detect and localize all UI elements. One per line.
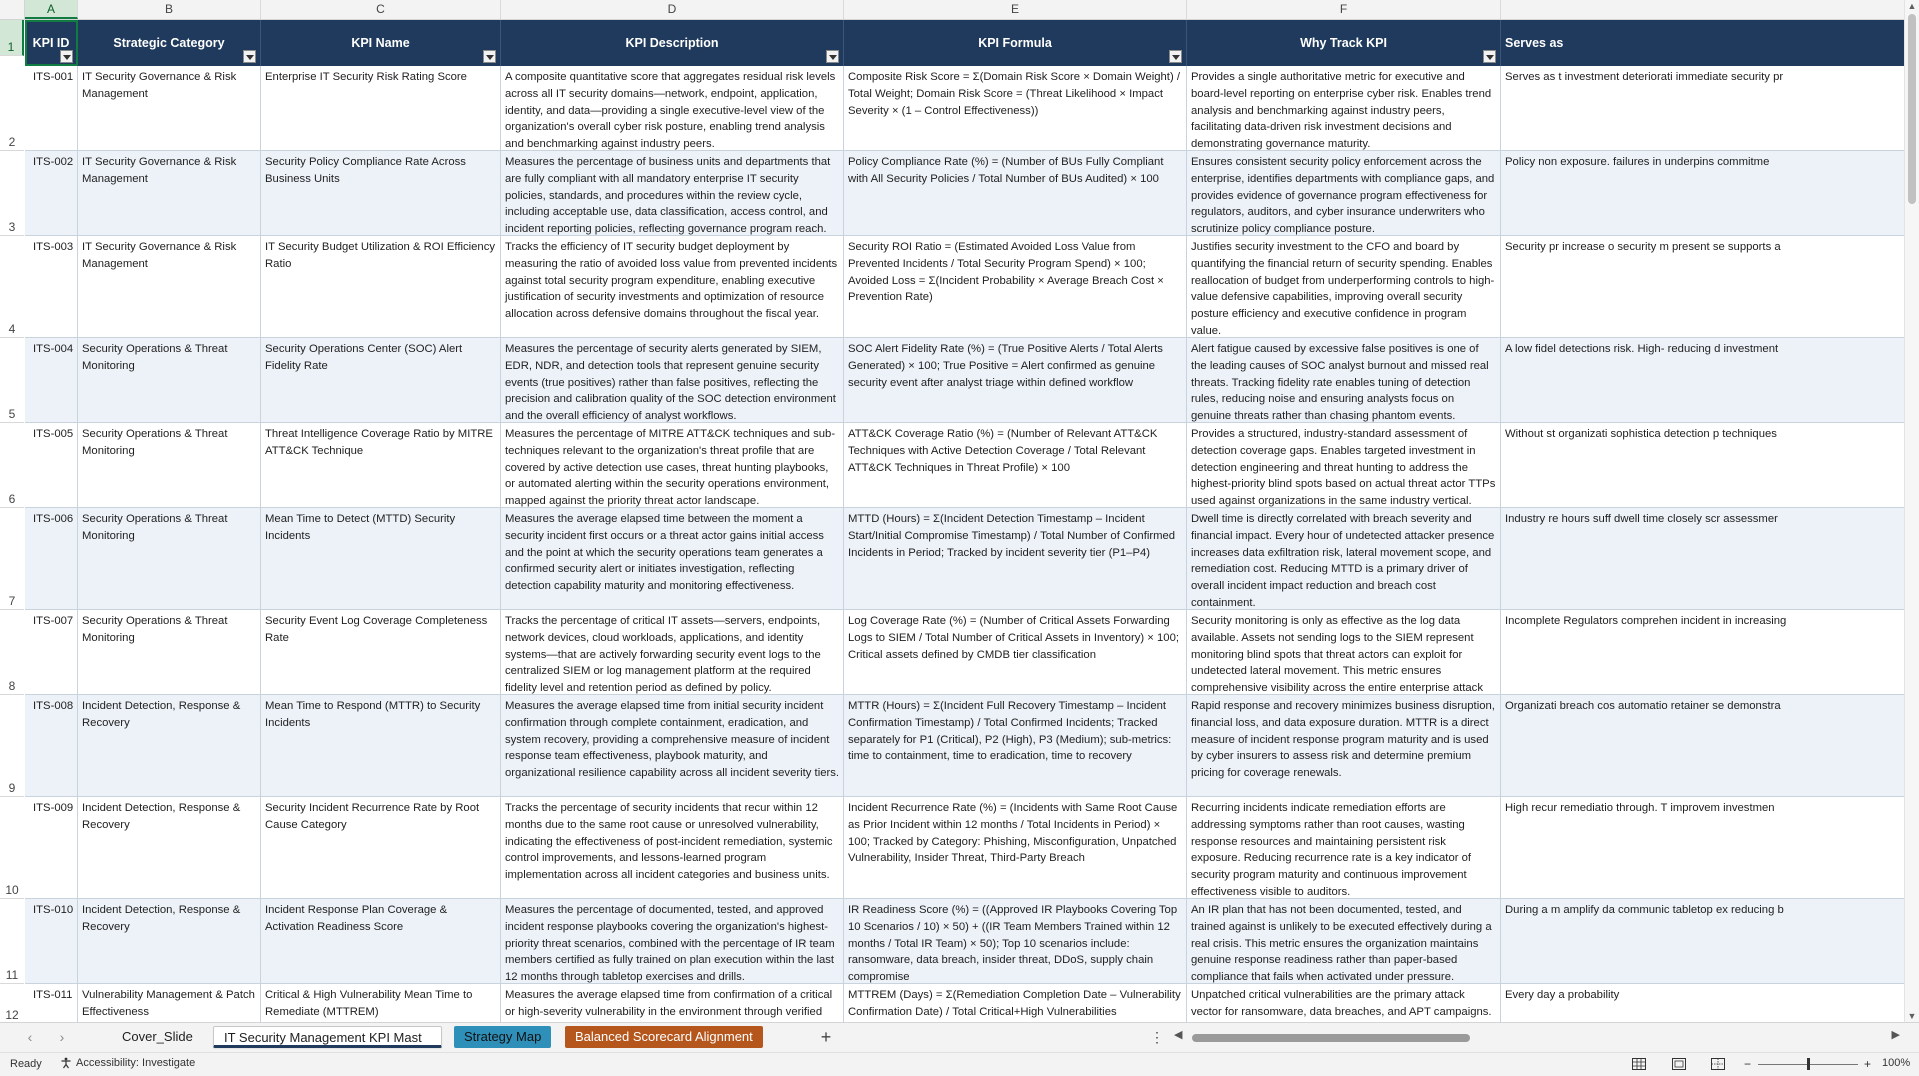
cell-formula[interactable]: ATT&CK Coverage Ratio (%) = (Number of Relevant ATT&CK Techniques with Active Detection Coverage / Total Relevant ATT&CK Techniques in Threat Profile) × 100 <box>844 423 1187 507</box>
cell-formula[interactable]: Security ROI Ratio = (Estimated Avoided Loss Value from Prevented Incidents / Total Security Program Spend) × 100; Avoided Loss = Σ(Incident Probability × Average Breach Cost × Prevention Rate) <box>844 236 1187 337</box>
cell-extra[interactable]: Security pr increase o security m present se supports a <box>1505 241 1781 253</box>
cell-formula[interactable]: IR Readiness Score (%) = ((Approved IR Playbooks Covering Top 10 Scenarios / 10) × 50) + ((IR Team Members Trained within 12 months / Total IR Team) × 50); Top 10 scenarios include: ransomware, data breach, insider threat, DDoS, supply chain compromise <box>844 899 1187 983</box>
cell-name[interactable]: Security Operations Center (SOC) Alert Fidelity Rate <box>261 338 501 422</box>
column-header-d[interactable]: D <box>501 0 844 19</box>
row-number: 11 <box>5 968 19 982</box>
header-label: KPI Description <box>625 36 719 50</box>
row-header-12[interactable] <box>0 984 24 1022</box>
cell-category[interactable]: Vulnerability Management & Patch Effectiveness <box>78 984 261 1022</box>
filter-dropdown-icon[interactable] <box>1169 50 1182 63</box>
row-number: 7 <box>8 594 16 608</box>
row-header-8[interactable] <box>0 610 24 695</box>
cell-why[interactable]: Security monitoring is only as effective as the log data available. Assets not sending logs to the SIEM represent monitoring blind spots that threat actors can exploit for undetected lateral movement. This metric ensures comprehensive visibility across the entire enterprise attack <box>1187 610 1501 694</box>
column-header-a[interactable]: A <box>25 0 78 19</box>
zoom-slider-thumb[interactable] <box>1807 1058 1810 1070</box>
table-row <box>25 151 1919 236</box>
cell-description[interactable]: Measures the percentage of documented, tested, and approved incident response playbooks covering the organization's highest-priority threat scenarios, combined with the percentage of IR team members certified as fully trained on plan execution within the last 12 months through tabletop exercises and drills. <box>501 899 844 983</box>
table-row <box>25 695 1919 797</box>
header-label: KPI Formula <box>978 36 1052 50</box>
filter-dropdown-icon[interactable] <box>483 50 496 63</box>
column-header-e[interactable]: E <box>844 0 1187 19</box>
cell-name[interactable]: Security Policy Compliance Rate Across Business Units <box>261 151 501 235</box>
cell-formula[interactable]: MTTR (Hours) = Σ(Incident Full Recovery Timestamp – Incident Confirmation Timestamp) / Total Confirmed Incidents; Tracked separately for P1 (Critical), P2 (High), P3 (Medium); sub-metrics: time to containment, time to eradication, time to recovery <box>844 695 1187 796</box>
cell-formula[interactable]: Log Coverage Rate (%) = (Number of Critical Assets Forwarding Logs to SIEM / Total Number of Critical Assets in Inventory) × 100; Critical assets defined by CMDB tier classification <box>844 610 1187 694</box>
row-header-1[interactable]: 1 <box>0 20 24 56</box>
status-ready: Ready <box>10 1058 42 1070</box>
table-header-row <box>25 20 1919 66</box>
cell-extra[interactable]: Serves as t investment deteriorati immediate security pr <box>1505 71 1784 83</box>
tab-more-options-icon[interactable]: ⋮ <box>1150 1029 1164 1045</box>
cell-formula[interactable]: SOC Alert Fidelity Rate (%) = (True Positive Alerts / Total Alerts Generated) × 100; True Positive = Alert confirmed as genuine security event after analyst triage within defined workflow <box>844 338 1187 422</box>
sheet-tab-kpi-master[interactable]: IT Security Management KPI Mast <box>213 1026 442 1048</box>
cell-name[interactable]: Critical & High Vulnerability Mean Time to Remediate (MTTREM) <box>261 984 501 1022</box>
cell-id[interactable]: ITS-011 <box>25 984 78 1022</box>
cell-name[interactable]: Incident Response Plan Coverage & Activation Readiness Score <box>261 899 501 983</box>
cell-category[interactable]: Incident Detection, Response & Recovery <box>78 899 261 983</box>
vertical-scrollbar[interactable] <box>1904 0 1919 1022</box>
cell-formula[interactable]: Incident Recurrence Rate (%) = (Incidents with Same Root Cause as Prior Incident within 12 months / Total Incidents in Period) × 100; Tracked by Category: Phishing, Misconfiguration, Unpatched Vulnerability, Insider Threat, Third-Party Breach <box>844 797 1187 898</box>
cell-id[interactable]: ITS-001 <box>25 66 78 150</box>
cell-id[interactable]: ITS-005 <box>25 423 78 507</box>
cell-extra[interactable]: During a m amplify da communic tabletop ex reducing b <box>1505 904 1784 916</box>
header-label: Why Track KPI <box>1300 36 1387 50</box>
cell-description[interactable]: Measures the average elapsed time from initial security incident confirmation through complete containment, eradication, and system recovery, providing a comprehensive measure of incident response team effectiveness, playbook maturity, and organizational resilience capability across all incident severity tiers. <box>501 695 844 796</box>
zoom-level[interactable]: 100% <box>1882 1057 1911 1069</box>
cell-extra[interactable]: High recur remediatio through. T improvem investmen <box>1505 802 1775 814</box>
cell-id[interactable]: ITS-003 <box>25 236 78 337</box>
header-cell-description[interactable] <box>501 20 844 66</box>
column-header-f[interactable]: F <box>1187 0 1501 19</box>
horizontal-scrollbar[interactable] <box>1172 1029 1902 1045</box>
cell-why[interactable]: Provides a single authoritative metric for executive and board-level reporting on enterprise cyber risk. Enables trend analysis and benchmarking against industry peers, facilitating data-driven risk investment decisions and demonstrating governance maturity. <box>1187 66 1501 150</box>
cell-description[interactable]: Measures the average elapsed time from confirmation of a critical or high-severity vulnerability in the environment through verified <box>501 984 844 1022</box>
cell-category[interactable]: Security Operations & Threat Monitoring <box>78 338 261 422</box>
header-label: KPI ID <box>32 36 70 50</box>
cell-extra[interactable]: Incomplete Regulators comprehen incident in increasing <box>1505 615 1787 627</box>
cell-why[interactable]: Rapid response and recovery minimizes business disruption, financial loss, and data exposure duration. MTTR is a direct measure of incident response program maturity and is used by cyber insurers to assess risk and determine premium pricing for coverage renewals. <box>1187 695 1501 796</box>
filter-dropdown-icon[interactable] <box>243 50 256 63</box>
table-row <box>25 899 1919 984</box>
tab-prev-icon[interactable]: ‹ <box>27 1029 33 1045</box>
cell-why[interactable]: Alert fatigue caused by excessive false positives is one of the leading causes of SOC analyst burnout and missed real threats. Tracking fidelity rate enables tuning of detection rules, reducing noise and ensuring analysts focus on genuine threats rather than chasing phantom events. <box>1187 338 1501 422</box>
cell-why[interactable]: Provides a structured, industry-standard assessment of detection coverage gaps. Enables targeted investment in detection engineering and threat hunting to address the highest-priority blind spots based on actual threat actor TTPs used against organizations in the same industry vertical. <box>1187 423 1501 507</box>
cell-description[interactable]: Measures the percentage of security alerts generated by SIEM, EDR, NDR, and detection tools that represent genuine security events (true positives) rather than false positives, reflecting the precision and calibration quality of the SOC detection environment and the overall efficiency of analyst workflows. <box>501 338 844 422</box>
cell-formula[interactable]: MTTREM (Days) = Σ(Remediation Completion Date – Vulnerability Confirmation Date) / Total Critical+High Vulnerabilities <box>844 984 1187 1022</box>
column-header-g[interactable] <box>1501 0 1905 19</box>
row-number: 12 <box>5 1008 19 1022</box>
cell-why[interactable]: An IR plan that has not been documented, tested, and trained against is unlikely to be executed effectively during a real crisis. This metric ensures the organization maintains genuine response readiness rather than paper-based compliance that fails when activated under pressure. <box>1187 899 1501 983</box>
row-number: 10 <box>5 883 19 897</box>
column-header-b[interactable]: B <box>78 0 261 19</box>
header-label: Strategic Category <box>113 36 225 50</box>
sheet-tab-balanced-scorecard[interactable]: Balanced Scorecard Alignment <box>565 1026 763 1048</box>
row-header-10[interactable] <box>0 797 24 899</box>
cell-name[interactable]: Mean Time to Detect (MTTD) Security Incidents <box>261 508 501 609</box>
header-cell-category[interactable] <box>78 20 261 66</box>
header-cell-kpi-id[interactable] <box>25 20 78 66</box>
horizontal-scroll-thumb[interactable] <box>1192 1034 1470 1042</box>
cell-why[interactable]: Recurring incidents indicate remediation efforts are addressing symptoms rather than root causes, wasting response resources and maintaining persistent risk exposure. Reducing recurrence rate is a key indicator of security program maturity and continuous improvement effectiveness visible to auditors. <box>1187 797 1501 898</box>
page-break-view-icon[interactable] <box>1709 1056 1727 1072</box>
cell-description[interactable]: Measures the percentage of MITRE ATT&CK techniques and sub-techniques relevant to the organization's threat profile that are covered by active detection use cases, threat hunting playbooks, or automated alerting within the security operations environment, mapped against the priority threat actor landscape. <box>501 423 844 507</box>
cell-id[interactable]: ITS-007 <box>25 610 78 694</box>
header-cell-overflow[interactable] <box>1501 20 1905 66</box>
cell-description[interactable]: Tracks the percentage of security incidents that recur within 12 months due to the same root cause or unresolved vulnerability, indicating the effectiveness of post-incident remediation, systemic control improvements, and lessons-learned program implementation across all incident categories and business units. <box>501 797 844 898</box>
row-header-2[interactable] <box>0 66 24 151</box>
scroll-up-icon[interactable]: ▲ <box>1907 1 1917 11</box>
cell-category[interactable]: IT Security Governance & Risk Management <box>78 66 261 150</box>
cell-category[interactable]: Security Operations & Threat Monitoring <box>78 508 261 609</box>
filter-dropdown-icon[interactable] <box>826 50 839 63</box>
cell-id[interactable]: ITS-010 <box>25 899 78 983</box>
row-header-4[interactable] <box>0 236 24 338</box>
cell-name[interactable]: Enterprise IT Security Risk Rating Score <box>261 66 501 150</box>
cell-extra[interactable]: Industry re hours suff dwell time closely scr assessmer <box>1505 513 1778 525</box>
row-header-7[interactable] <box>0 508 24 610</box>
cell-category[interactable]: Incident Detection, Response & Recovery <box>78 797 261 898</box>
cell-category[interactable]: Security Operations & Threat Monitoring <box>78 610 261 694</box>
row-header-3[interactable] <box>0 151 24 236</box>
column-headers <box>0 0 1919 20</box>
cell-name[interactable]: Threat Intelligence Coverage Ratio by MITRE ATT&CK Technique <box>261 423 501 507</box>
cell-description[interactable]: Measures the average elapsed time between the moment a security incident first occurs or a threat actor gains initial access and the point at which the security operations team generates a confirmed security alert or initiates investigation, reflecting detection capability maturity and monitoring effectiveness. <box>501 508 844 609</box>
header-cell-why-track[interactable] <box>1187 20 1501 66</box>
row-number: 3 <box>8 220 16 234</box>
cell-description[interactable]: Tracks the efficiency of IT security budget deployment by measuring the ratio of avoided loss value from prevented incidents against total security program expenditure, enabling executive justification of security investments and optimization of resource allocation across defensive domains throughout the fiscal year. <box>501 236 844 337</box>
cell-description[interactable]: A composite quantitative score that aggregates residual risk levels across all IT security domains—network, endpoint, application, identity, and data—providing a single executive-level view of the organization's overall cyber risk posture, enabling trend analysis and benchmarking against industry peers. <box>501 66 844 150</box>
accessibility-status[interactable] <box>60 1057 195 1069</box>
cell-description[interactable]: Tracks the percentage of critical IT assets—servers, endpoints, network devices, cloud workloads, applications, and identity systems—that are actively forwarding security event logs to the centralized SIEM or log management platform at the required fidelity level and retention period as defined by policy. <box>501 610 844 694</box>
sheet-tab-strategy-map[interactable]: Strategy Map <box>454 1026 551 1048</box>
cell-extra[interactable]: Without st organizati sophistica detection p techniques <box>1505 428 1777 440</box>
filter-dropdown-icon[interactable] <box>60 50 73 63</box>
table-row <box>25 338 1919 423</box>
cell-extra[interactable]: Policy non exposure. failures in underpins commitme <box>1505 156 1770 168</box>
table-row <box>25 984 1919 1022</box>
row-number: 5 <box>8 407 16 421</box>
cell-why[interactable]: Ensures consistent security policy enforcement across the enterprise, identifies departments with compliance gaps, and provides evidence of governance program effectiveness for regulators, auditors, and cyber insurance underwriters who scrutinize policy compliance posture. <box>1187 151 1501 235</box>
cell-name[interactable]: Mean Time to Respond (MTTR) to Security Incidents <box>261 695 501 796</box>
scroll-down-icon[interactable]: ▼ <box>1907 1011 1917 1021</box>
row-header-5[interactable] <box>0 338 24 423</box>
row-header-6[interactable] <box>0 423 24 508</box>
cell-why[interactable]: Justifies security investment to the CFO and board by quantifying the financial return of security spending. Enables reallocation of budget from underperforming controls to high-value defensive capabilities, improving overall security posture efficiency and executive confidence in program value. <box>1187 236 1501 337</box>
table-row <box>25 423 1919 508</box>
status-bar <box>0 1052 1919 1076</box>
header-cell-kpi-name[interactable] <box>261 20 501 66</box>
cell-category[interactable]: Incident Detection, Response & Recovery <box>78 695 261 796</box>
scroll-right-icon[interactable]: ▶ <box>1891 1029 1900 1041</box>
cell-id[interactable]: ITS-004 <box>25 338 78 422</box>
table-row <box>25 797 1919 899</box>
row-header-9[interactable] <box>0 695 24 797</box>
cell-extra[interactable]: Organizati breach cos automatio retainer se demonstra <box>1505 700 1781 712</box>
normal-view-icon[interactable] <box>1630 1056 1648 1072</box>
cell-id[interactable]: ITS-006 <box>25 508 78 609</box>
cell-why[interactable]: Dwell time is directly correlated with breach severity and financial impact. Every hour of undetected attacker presence increases data exfiltration risk, lateral movement scope, and remediation cost. Reducing MTTD is a primary driver of overall incident impact reduction and breach cost containment. <box>1187 508 1501 609</box>
accessibility-label: Accessibility: Investigate <box>76 1057 196 1069</box>
sheet-tab-cover-slide[interactable]: Cover_Slide <box>122 1029 193 1044</box>
row-number: 8 <box>8 679 16 693</box>
cell-name[interactable]: Security Incident Recurrence Rate by Root Cause Category <box>261 797 501 898</box>
cell-category[interactable]: IT Security Governance & Risk Management <box>78 151 261 235</box>
cell-formula[interactable]: Composite Risk Score = Σ(Domain Risk Score × Domain Weight) / Total Weight; Domain Risk Score = (Threat Likelihood × Impact Severity × (1 – Control Effectiveness)) <box>844 66 1187 150</box>
zoom-in-button[interactable]: + <box>1864 1057 1872 1071</box>
cell-extra[interactable]: A low fidel detections risk. High- reducing d investment <box>1505 343 1779 355</box>
table-row <box>25 236 1919 338</box>
cell-category[interactable]: IT Security Governance & Risk Management <box>78 236 261 337</box>
header-label: KPI Name <box>351 36 410 50</box>
cell-name[interactable]: Security Event Log Coverage Completeness Rate <box>261 610 501 694</box>
row-header-11[interactable] <box>0 899 24 984</box>
header-cell-formula[interactable] <box>844 20 1187 66</box>
accessibility-icon <box>60 1057 72 1069</box>
cell-why[interactable]: Unpatched critical vulnerabilities are the primary attack vector for ransomware, data breaches, and APT campaigns. <box>1187 984 1501 1022</box>
select-all-corner[interactable] <box>0 0 25 19</box>
cell-id[interactable]: ITS-002 <box>25 151 78 235</box>
table-row <box>25 66 1919 151</box>
cell-category[interactable]: Security Operations & Threat Monitoring <box>78 423 261 507</box>
cell-formula[interactable]: Policy Compliance Rate (%) = (Number of BUs Fully Compliant with All Security Policies / Total Number of BUs Audited) × 100 <box>844 151 1187 235</box>
scroll-left-icon[interactable]: ◀ <box>1174 1029 1183 1041</box>
row-number: 6 <box>8 492 16 506</box>
cell-name[interactable]: IT Security Budget Utilization & ROI Efficiency Ratio <box>261 236 501 337</box>
row-number: 2 <box>8 135 16 149</box>
table-row <box>25 508 1919 610</box>
cell-description[interactable]: Measures the percentage of business units and departments that are fully compliant with all mandatory enterprise IT security policies, standards, and procedures within the review cycle, including acceptable use, data classification, access control, and incident reporting policies, reflecting governance program reach. <box>501 151 844 235</box>
cell-id[interactable]: ITS-009 <box>25 797 78 898</box>
row-number: 4 <box>8 322 16 336</box>
table-row <box>25 610 1919 695</box>
zoom-out-button[interactable]: − <box>1744 1057 1752 1071</box>
cell-formula[interactable]: MTTD (Hours) = Σ(Incident Detection Timestamp – Incident Start/Initial Compromise Timestamp) / Total Number of Confirmed Incidents in Period; Tracked by incident severity tier (P1–P4) <box>844 508 1187 609</box>
cell-id[interactable]: ITS-008 <box>25 695 78 796</box>
filter-dropdown-icon[interactable] <box>1483 50 1496 63</box>
tab-next-icon[interactable]: › <box>59 1029 65 1045</box>
sheet-tab-bar <box>0 1022 1919 1053</box>
vertical-scroll-thumb[interactable] <box>1908 14 1916 204</box>
row-number: 9 <box>8 781 16 795</box>
cell-extra[interactable]: Every day a probability <box>1505 989 1620 1001</box>
add-sheet-icon[interactable]: + <box>820 1027 832 1047</box>
column-header-c[interactable]: C <box>261 0 501 19</box>
page-layout-view-icon[interactable] <box>1670 1056 1688 1072</box>
header-label: Serves as <box>1505 36 1564 50</box>
